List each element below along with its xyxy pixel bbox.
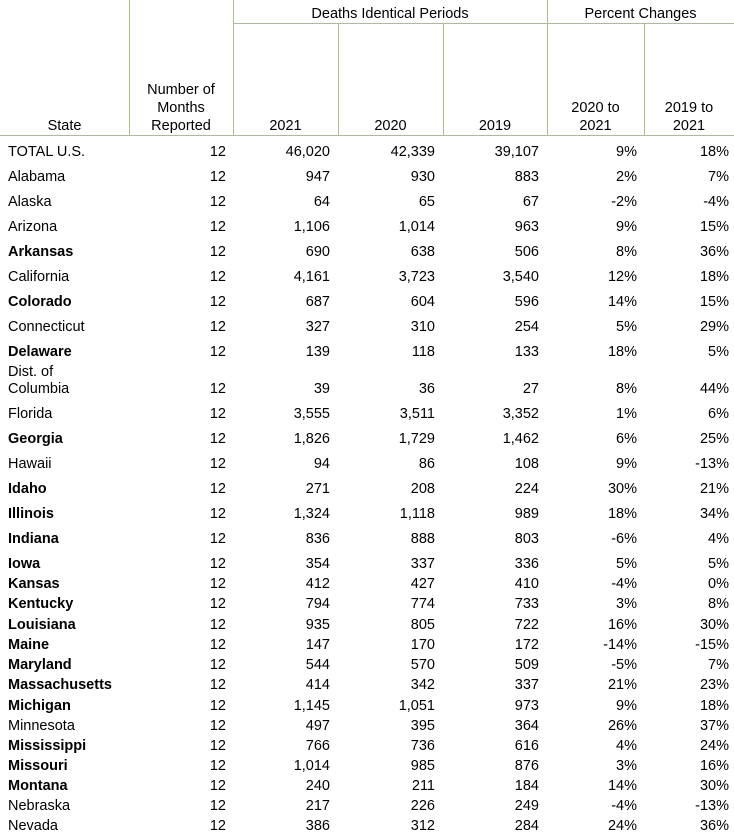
cell-pct-2019-2021: -13% <box>695 798 729 814</box>
cell-pct-2019-2021: 24% <box>699 738 729 754</box>
cell-deaths-2019: 336 <box>514 556 539 572</box>
cell-months: 12 <box>209 718 226 734</box>
column-header-2020: 2020 <box>374 118 407 134</box>
cell-months: 12 <box>209 637 226 653</box>
cell-state: Iowa <box>8 556 41 572</box>
cell-pct-2020-2021: 8% <box>616 244 637 260</box>
cell-deaths-2021: 836 <box>305 531 330 547</box>
cell-deaths-2020: 208 <box>410 481 435 497</box>
cell-deaths-2019: 989 <box>514 506 539 522</box>
cell-deaths-2020: 337 <box>410 556 435 572</box>
cell-pct-2020-2021: 18% <box>607 506 637 522</box>
cell-deaths-2021: 794 <box>305 596 330 612</box>
header-bottom-rule <box>0 135 734 136</box>
cell-deaths-2019: 803 <box>514 531 539 547</box>
cell-pct-2019-2021: 18% <box>699 144 729 160</box>
cell-state: California <box>8 269 70 285</box>
pct-2020-header-line1: 2020 to <box>571 100 620 116</box>
cell-pct-2020-2021: 9% <box>616 698 637 714</box>
cell-state: Connecticut <box>8 319 85 335</box>
cell-deaths-2021: 147 <box>305 637 330 653</box>
cell-months: 12 <box>209 244 226 260</box>
cell-pct-2019-2021: 44% <box>699 381 729 397</box>
cell-state: Arizona <box>8 219 58 235</box>
cell-state: Illinois <box>8 506 54 522</box>
group-header-deaths: Deaths Identical Periods <box>311 6 469 22</box>
cell-deaths-2021: 690 <box>305 244 330 260</box>
cell-deaths-2019: 876 <box>514 758 539 774</box>
cell-deaths-2019: 722 <box>514 617 539 633</box>
cell-deaths-2021: 935 <box>305 617 330 633</box>
cell-pct-2020-2021: 1% <box>616 406 637 422</box>
cell-deaths-2020: 736 <box>410 738 435 754</box>
cell-months: 12 <box>209 319 226 335</box>
cell-state: Michigan <box>8 698 71 714</box>
cell-months: 12 <box>209 344 226 360</box>
cell-deaths-2020: 211 <box>411 778 435 794</box>
cell-months: 12 <box>209 798 226 814</box>
cell-pct-2020-2021: 9% <box>616 456 637 472</box>
cell-months: 12 <box>209 556 226 572</box>
cell-deaths-2019: 337 <box>514 677 539 693</box>
cell-state: Maine <box>8 637 50 653</box>
cell-state: Idaho <box>8 481 47 497</box>
cell-months: 12 <box>209 294 226 310</box>
cell-state: Nebraska <box>8 798 71 814</box>
cell-pct-2020-2021: -4% <box>611 576 637 592</box>
cell-months: 12 <box>209 506 226 522</box>
pct-2019-header-line1: 2019 to <box>664 100 714 116</box>
column-header-2019: 2019 <box>478 118 512 134</box>
cell-pct-2020-2021: 3% <box>616 596 637 612</box>
cell-deaths-2021: 497 <box>305 718 330 734</box>
cell-deaths-2021: 217 <box>305 798 330 814</box>
cell-pct-2019-2021: 16% <box>699 758 729 774</box>
cell-months: 12 <box>209 269 226 285</box>
cell-deaths-2019: 963 <box>514 219 539 235</box>
cell-deaths-2021: 414 <box>305 677 330 693</box>
cell-months: 12 <box>209 657 226 673</box>
cell-deaths-2019: 27 <box>522 381 539 397</box>
cell-pct-2019-2021: -4% <box>703 194 729 210</box>
cell-pct-2020-2021: 18% <box>607 344 637 360</box>
cell-state: Missouri <box>8 758 68 774</box>
cell-deaths-2019: 108 <box>514 456 539 472</box>
cell-months: 12 <box>209 778 226 794</box>
cell-pct-2020-2021: 26% <box>607 718 637 734</box>
cell-deaths-2020: 805 <box>410 617 435 633</box>
cell-pct-2019-2021: 25% <box>699 431 729 447</box>
pct-2019-header-line2: 2021 <box>672 118 706 134</box>
cell-deaths-2019: 883 <box>514 169 539 185</box>
cell-state: Dist. of Columbia <box>8 364 70 397</box>
cell-state: Montana <box>8 778 68 794</box>
cell-deaths-2021: 947 <box>305 169 330 185</box>
cell-state: Maryland <box>8 657 72 673</box>
cell-deaths-2019: 184 <box>514 778 539 794</box>
cell-pct-2019-2021: 15% <box>699 219 729 235</box>
cell-state: Kansas <box>8 576 60 592</box>
cell-deaths-2021: 386 <box>305 818 330 834</box>
months-header-line2: Months <box>157 100 205 116</box>
cell-pct-2019-2021: 5% <box>708 556 729 572</box>
cell-months: 12 <box>209 758 226 774</box>
cell-pct-2020-2021: 2% <box>616 169 637 185</box>
cell-pct-2020-2021: 24% <box>607 818 637 834</box>
cell-deaths-2020: 310 <box>410 319 435 335</box>
cell-months: 12 <box>209 617 226 633</box>
cell-months: 12 <box>209 531 226 547</box>
cell-deaths-2019: 973 <box>514 698 539 714</box>
cell-deaths-2020: 774 <box>410 596 435 612</box>
cell-pct-2019-2021: 30% <box>699 617 729 633</box>
cell-deaths-2021: 64 <box>313 194 330 210</box>
cell-deaths-2021: 271 <box>305 481 330 497</box>
cell-deaths-2021: 39 <box>313 381 330 397</box>
cell-months: 12 <box>209 406 226 422</box>
cell-pct-2019-2021: 29% <box>699 319 729 335</box>
cell-deaths-2019: 596 <box>514 294 539 310</box>
column-header-2021: 2021 <box>269 118 302 134</box>
cell-deaths-2019: 3,540 <box>502 269 539 285</box>
cell-state: Alabama <box>8 169 66 185</box>
cell-state: Minnesota <box>8 718 75 734</box>
cell-pct-2020-2021: -4% <box>611 798 637 814</box>
cell-pct-2020-2021: 12% <box>607 269 637 285</box>
cell-pct-2020-2021: 5% <box>616 319 637 335</box>
cell-deaths-2020: 86 <box>418 456 435 472</box>
cell-deaths-2021: 1,826 <box>293 431 330 447</box>
cell-deaths-2020: 638 <box>410 244 435 260</box>
cell-deaths-2019: 1,462 <box>502 431 539 447</box>
cell-pct-2020-2021: -6% <box>611 531 637 547</box>
cell-deaths-2020: 42,339 <box>390 144 435 160</box>
cell-pct-2020-2021: 16% <box>607 617 637 633</box>
cell-months: 12 <box>209 169 226 185</box>
cell-deaths-2019: 39,107 <box>494 144 539 160</box>
cell-deaths-2020: 930 <box>410 169 435 185</box>
cell-pct-2020-2021: -14% <box>603 637 637 653</box>
cell-pct-2020-2021: 9% <box>616 144 637 160</box>
cell-deaths-2021: 1,106 <box>293 219 330 235</box>
cell-pct-2020-2021: 14% <box>607 778 637 794</box>
cell-deaths-2020: 395 <box>410 718 435 734</box>
cell-state: Hawaii <box>8 456 52 472</box>
cell-pct-2019-2021: 5% <box>708 344 729 360</box>
cell-pct-2019-2021: 37% <box>699 718 729 734</box>
cell-pct-2020-2021: 30% <box>607 481 637 497</box>
cell-deaths-2021: 1,014 <box>293 758 330 774</box>
cell-pct-2020-2021: 9% <box>616 219 637 235</box>
cell-pct-2020-2021: 3% <box>616 758 637 774</box>
cell-pct-2020-2021: 8% <box>616 381 637 397</box>
cell-pct-2019-2021: 18% <box>699 269 729 285</box>
cell-pct-2019-2021: 23% <box>699 677 729 693</box>
cell-deaths-2019: 733 <box>514 596 539 612</box>
cell-deaths-2021: 139 <box>305 344 330 360</box>
cell-months: 12 <box>209 456 226 472</box>
cell-deaths-2019: 254 <box>514 319 539 335</box>
cell-pct-2019-2021: -15% <box>695 637 729 653</box>
cell-state: Nevada <box>8 818 58 834</box>
cell-months: 12 <box>209 219 226 235</box>
cell-pct-2020-2021: 21% <box>607 677 637 693</box>
cell-deaths-2019: 224 <box>514 481 539 497</box>
cell-months: 12 <box>209 431 226 447</box>
cell-deaths-2019: 133 <box>514 344 539 360</box>
cell-pct-2020-2021: -5% <box>611 657 637 673</box>
cell-deaths-2019: 506 <box>514 244 539 260</box>
cell-deaths-2020: 3,723 <box>398 269 435 285</box>
cell-deaths-2021: 46,020 <box>285 144 330 160</box>
cell-pct-2019-2021: 18% <box>699 698 729 714</box>
cell-state: Indiana <box>8 531 59 547</box>
cell-deaths-2021: 3,555 <box>293 406 330 422</box>
cell-deaths-2020: 226 <box>410 798 435 814</box>
cell-pct-2019-2021: 21% <box>699 481 729 497</box>
cell-deaths-2021: 4,161 <box>293 269 330 285</box>
cell-state: Colorado <box>8 294 72 310</box>
cell-deaths-2020: 65 <box>418 194 435 210</box>
cell-deaths-2021: 94 <box>313 456 330 472</box>
cell-state: Alaska <box>8 194 52 210</box>
cell-months: 12 <box>209 481 226 497</box>
cell-deaths-2020: 570 <box>410 657 435 673</box>
cell-pct-2019-2021: 7% <box>708 169 729 185</box>
cell-deaths-2021: 412 <box>305 576 330 592</box>
cell-pct-2019-2021: 34% <box>699 506 729 522</box>
cell-deaths-2021: 1,324 <box>293 506 330 522</box>
cell-pct-2020-2021: 6% <box>616 431 637 447</box>
cell-deaths-2021: 544 <box>305 657 330 673</box>
group-header-underline <box>233 23 734 24</box>
cell-pct-2019-2021: 6% <box>708 406 729 422</box>
cell-state: Kentucky <box>8 596 74 612</box>
cell-deaths-2020: 427 <box>410 576 435 592</box>
cell-deaths-2019: 3,352 <box>502 406 539 422</box>
cell-pct-2020-2021: 5% <box>616 556 637 572</box>
cell-deaths-2020: 170 <box>410 637 435 653</box>
cell-state: Georgia <box>8 431 63 447</box>
cell-months: 12 <box>209 818 226 834</box>
cell-state: Arkansas <box>8 244 74 260</box>
cell-deaths-2020: 312 <box>410 818 435 834</box>
cell-state: Mississippi <box>8 738 87 754</box>
cell-deaths-2021: 1,145 <box>293 698 330 714</box>
cell-pct-2019-2021: 0% <box>708 576 729 592</box>
cell-deaths-2020: 1,014 <box>398 219 435 235</box>
cell-deaths-2021: 766 <box>305 738 330 754</box>
cell-pct-2020-2021: 4% <box>616 738 637 754</box>
group-header-percent: Percent Changes <box>584 6 697 22</box>
cell-deaths-2020: 1,051 <box>398 698 435 714</box>
cell-deaths-2020: 36 <box>418 381 435 397</box>
cell-pct-2019-2021: 7% <box>708 657 729 673</box>
pct-2020-header-line2: 2021 <box>579 118 612 134</box>
months-header-line3: Reported <box>151 118 211 134</box>
cell-pct-2019-2021: 4% <box>708 531 729 547</box>
cell-pct-2020-2021: 14% <box>607 294 637 310</box>
cell-deaths-2021: 240 <box>305 778 330 794</box>
cell-state: Delaware <box>8 344 72 360</box>
cell-state: Louisiana <box>8 617 76 633</box>
column-header-pct-2019-2021 <box>644 99 734 135</box>
cell-deaths-2020: 888 <box>410 531 435 547</box>
cell-months: 12 <box>209 738 226 754</box>
cell-state: Massachusetts <box>8 677 112 693</box>
cell-deaths-2020: 604 <box>410 294 435 310</box>
cell-deaths-2019: 172 <box>514 637 539 653</box>
cell-pct-2019-2021: -13% <box>695 456 729 472</box>
cell-months: 12 <box>209 381 226 397</box>
cell-state: TOTAL U.S. <box>8 144 86 160</box>
cell-deaths-2020: 1,729 <box>398 431 435 447</box>
cell-deaths-2020: 985 <box>410 758 435 774</box>
cell-pct-2019-2021: 36% <box>699 818 729 834</box>
cell-months: 12 <box>209 576 226 592</box>
cell-deaths-2021: 354 <box>305 556 330 572</box>
cell-months: 12 <box>209 596 226 612</box>
cell-months: 12 <box>209 698 226 714</box>
cell-deaths-2020: 118 <box>411 344 435 360</box>
cell-pct-2020-2021: -2% <box>611 194 637 210</box>
cell-deaths-2019: 410 <box>514 576 539 592</box>
cell-pct-2019-2021: 15% <box>699 294 729 310</box>
cell-months: 12 <box>209 677 226 693</box>
column-header-months <box>129 81 233 135</box>
cell-deaths-2019: 364 <box>514 718 539 734</box>
cell-months: 12 <box>209 144 226 160</box>
cell-pct-2019-2021: 30% <box>699 778 729 794</box>
cell-deaths-2021: 687 <box>305 294 330 310</box>
cell-deaths-2020: 1,118 <box>399 506 435 522</box>
cell-deaths-2019: 616 <box>514 738 539 754</box>
cell-deaths-2019: 249 <box>514 798 539 814</box>
cell-deaths-2020: 3,511 <box>399 406 435 422</box>
cell-deaths-2019: 67 <box>522 194 539 210</box>
cell-months: 12 <box>209 194 226 210</box>
cell-deaths-2019: 509 <box>514 657 539 673</box>
column-header-pct-2020-2021 <box>547 99 644 135</box>
months-header-line1: Number of <box>147 82 215 98</box>
cell-deaths-2021: 327 <box>305 319 330 335</box>
cell-pct-2019-2021: 36% <box>699 244 729 260</box>
cell-state: Florida <box>8 406 53 422</box>
column-header-state: State <box>47 118 82 134</box>
cell-deaths-2020: 342 <box>410 677 435 693</box>
cell-pct-2019-2021: 8% <box>708 596 729 612</box>
cell-deaths-2019: 284 <box>514 818 539 834</box>
